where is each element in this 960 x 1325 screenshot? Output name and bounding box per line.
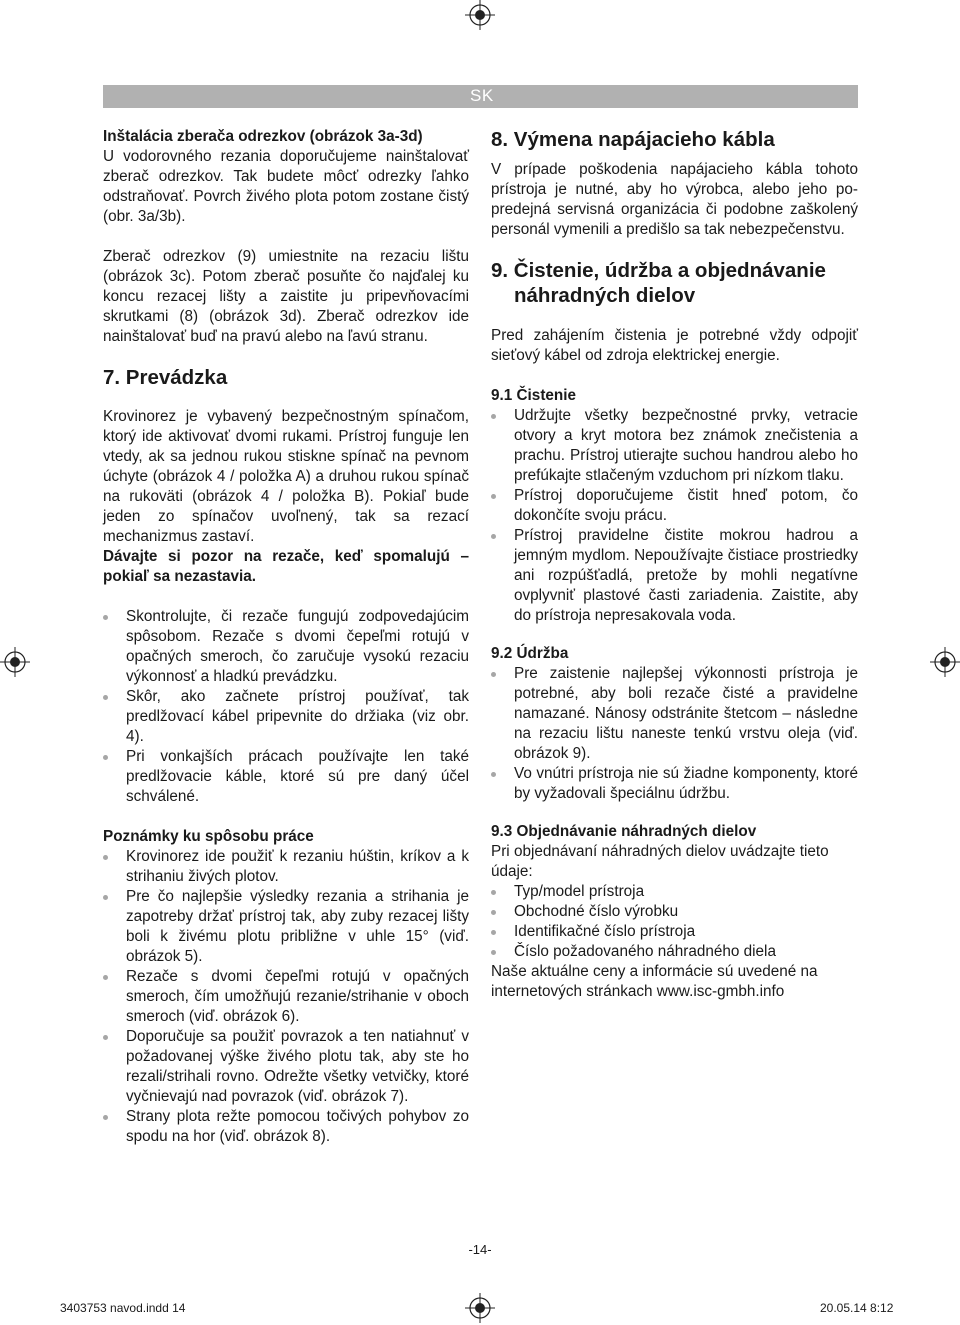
list-item: Obchodné číslo výrobku xyxy=(491,902,858,922)
page-number: -14- xyxy=(468,1242,492,1257)
install-paragraph-1: U vodorovného rezania doporučujeme nainštalovať zberač odrezkov. Tak budete môcť odrezky ľahko odstraňovať. Povrch živého plota potom zostane čistý (obr. 3a/3b). xyxy=(103,148,469,225)
section-7-warning: Dávajte si pozor na rezače, keď spomalujú – pokiaľ sa nezastavia. xyxy=(103,548,469,585)
notes-heading: Poznámky ku spôsobu práce xyxy=(103,828,314,845)
section-8-title: 8. Výmena napájacieho kábla xyxy=(491,128,775,151)
section-8-paragraph: V prípade poškodenia napájacieho kábla tohoto prístroja je nutné, aby ho výrobca, alebo jeho po- predejná servisná organizácia či podobne zaškolený personál vymenili a predišlo sa tak nebezpečenstvu. xyxy=(491,161,858,238)
list-item: Pre čo najlepšie výsledky rezania a strihania je zapotreby držať prístroj tak, aby zuby rezacej lišty boli k živému plotu približne v uhle 15° (viď. obrázok 5). xyxy=(103,887,469,967)
footer-date: 20.05.14 8:12 xyxy=(820,1301,894,1315)
section-9-3-title: 9.3 Objednávanie náhradných dielov xyxy=(491,823,757,840)
registration-mark-icon xyxy=(465,0,495,30)
section-7-bullet-list xyxy=(103,607,469,807)
section-7-paragraph: Krovinorez je vybavený bezpečnostným spínačom, ktorý ide aktivovať dvomi rukami. Prístroj funguje len vtedy, ak sa jednou rukou stiskne spínač na pevnom úchyte (obrázok 4 / položka A) a druhou rukou spínač na rukoväti (obrázok 4 / položka B). Pokiaľ bude jeden zo spínačov uvoľnený, tak sa rezací mechanizmus zastaví. xyxy=(103,408,469,545)
list-item: Vo vnútri prístroja nie sú žiadne komponenty, ktoré by vyžadovali špeciálnu údržbu. xyxy=(491,764,858,804)
section-9-title-line-2: náhradných dielov xyxy=(514,284,696,307)
registration-mark-icon xyxy=(0,647,30,677)
list-item: Doporučuje sa použiť povrazok a ten natiahnuť v požadovanej výške živého plotu tak, aby ste ho rezali/strihali rovno. Odrežte všetky vetvičky, ktoré vyčnievajú nad povrazok (viď. obrázok 7). xyxy=(103,1027,469,1107)
language-header-bar xyxy=(103,85,858,108)
section-9-3-intro: Pri objednávaní náhradných dielov uvádzajte tieto údaje: xyxy=(491,843,829,880)
section-9-3-outro: Naše aktuálne ceny a informácie sú uvedené na internetových stránkach www.isc-gmbh.info xyxy=(491,963,818,1000)
list-item: Strany plota režte pomocou točivých pohybov zo spodu na hor (viď. obrázok 8). xyxy=(103,1107,469,1147)
list-item: Prístroj doporučujeme čistit hneď potom, čo dokončíte svoju prácu. xyxy=(491,486,858,526)
install-heading: Inštalácia zberača odrezkov (obrázok 3a-3d) xyxy=(103,128,423,145)
list-item: Identifikačné číslo prístroja xyxy=(491,922,858,942)
notes-bullet-list xyxy=(103,847,469,1147)
list-item: Rezače s dvomi čepeľmi rotujú v opačných smeroch, čím umožňujú rezanie/strihanie v oboch smeroch (viď. obrázok 6). xyxy=(103,967,469,1027)
list-item: Typ/model prístroja xyxy=(491,882,858,902)
list-item: Skontrolujte, či rezače fungujú zodpovedajúcim spôsobom. Rezače s dvomi čepeľmi rotujú v opačných smeroch, čo zaručuje vysokú rezaciu výkonnosť a hladkú prevádzku. xyxy=(103,607,469,687)
cleaning-bullet-list xyxy=(491,406,858,626)
list-item: Skôr, ako začnete prístroj používať, tak predlžovací kábel pripevnite do držiaka (viz obr. 4). xyxy=(103,687,469,747)
list-item: Pri vonkajších prácach používajte len také predlžovacie káble, ktoré sú pre daný účel schválené. xyxy=(103,747,469,807)
list-item: Udržujte všetky bezpečnostné prvky, vetracie otvory a kryt motora bez známok znečistenia a prachu. Prístroj utierajte suchou handrou alebo ho prefúkajte stlačeným vzduchom pri nízkom tlaku. xyxy=(491,406,858,486)
registration-mark-icon xyxy=(930,647,960,677)
registration-mark-icon xyxy=(465,1293,495,1323)
section-7-title: 7. Prevádzka xyxy=(103,366,228,389)
list-item: Pre zaistenie najlepšej výkonnosti prístroja je potrebné, aby boli rezače čisté a pravidelne namazané. Nánosy odstránite štetcom – následne na rezaciu lištu naneste tenkú vrstvu oleja (viď. obrázok 9). xyxy=(491,664,858,764)
section-9-1-title: 9.1 Čistenie xyxy=(491,387,577,404)
left-column xyxy=(103,127,469,1147)
install-paragraph-2: Zberač odrezkov (9) umiestnite na rezaciu lištu (obrázok 3c). Potom zberač posuňte čo najďalej ku koncu rezacej lišty a zaistite ju pripevňovacími skrutkami (8) (obrázok 3d). Zberač odrezkov ide nainštalovať buď na pravú alebo na ľavú stranu. xyxy=(103,248,469,345)
right-column xyxy=(491,127,858,1002)
list-item: Krovinorez ide použiť k rezaniu húštin, kríkov a k strihaniu živých plotov. xyxy=(103,847,469,887)
list-item: Prístroj pravidelne čistite mokrou hadrou a jemným mydlom. Nepoužívajte čistiace prostriedky ani rozpúšťadlá, pretože by mohli negatívne ovplyvniť plastové časti zariadenia. Zaistite, aby do prístroja nepresakovala voda. xyxy=(491,526,858,626)
section-9-title-line-1: 9. Čistenie, údržba a objednávanie xyxy=(491,259,826,282)
section-9-paragraph: Pred zahájením čistenia je potrebné vždy odpojiť sieťový kábel od zdroja elektrickej energie. xyxy=(491,327,858,364)
order-details-bullet-list xyxy=(491,882,858,962)
section-9-2-title: 9.2 Údržba xyxy=(491,645,569,662)
footer-file-info: 3403753 navod.indd 14 xyxy=(60,1301,186,1315)
maintenance-bullet-list xyxy=(491,664,858,804)
language-code: SK xyxy=(470,86,494,105)
list-item: Číslo požadovaného náhradného diela xyxy=(491,942,858,962)
